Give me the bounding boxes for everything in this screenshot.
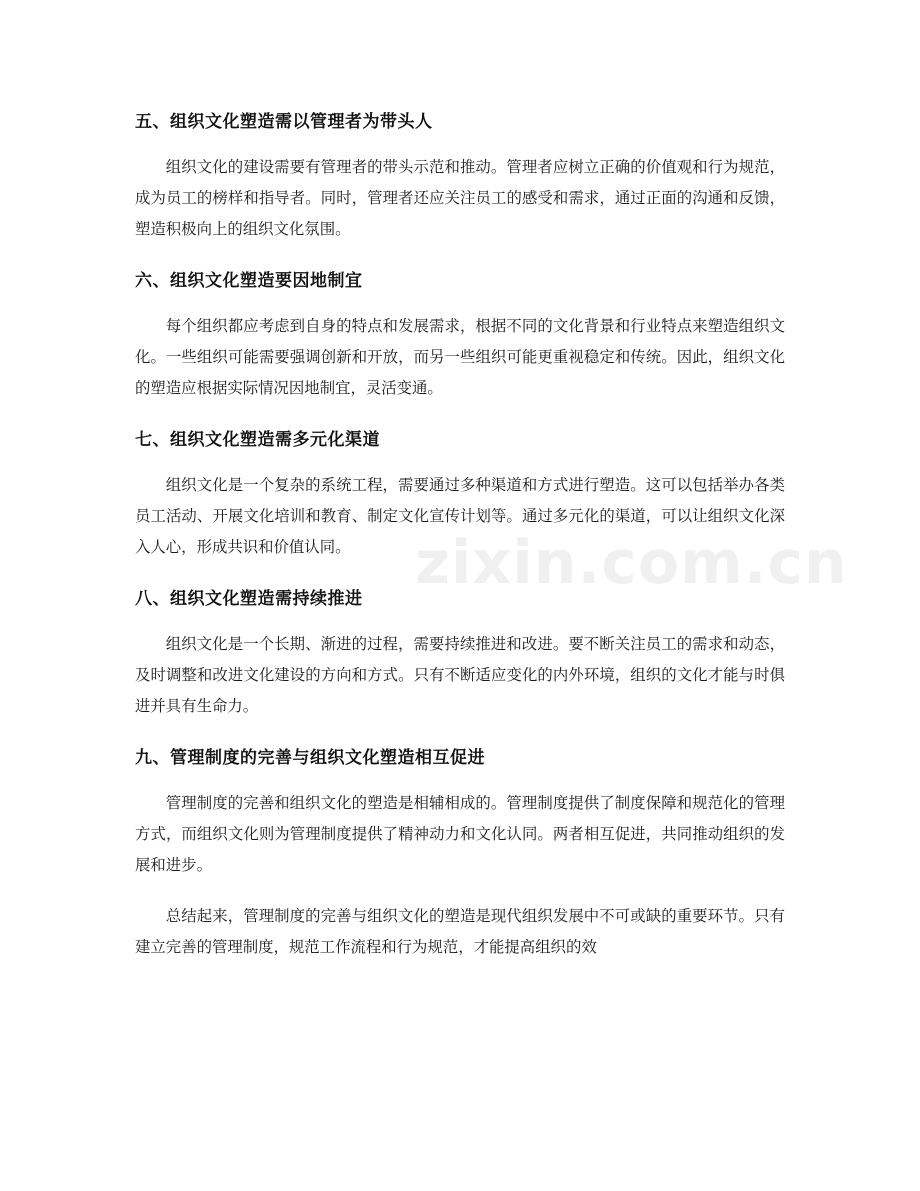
section-heading: 八、组织文化塑造需持续推进 [135,589,363,609]
section-paragraph: 组织文化是一个长期、渐进的过程，需要持续推进和改进。要不断关注员工的需求和动态，及时调整和改进文化建设的方向和方式。只有不断适应变化的内外环境，组织的文化才能与时俱进并具有生命力。 [135,635,785,715]
section-8 [135,583,785,722]
section-9 [135,742,785,881]
conclusion-paragraph: 总结起来，管理制度的完善与组织文化的塑造是现代组织发展中不可或缺的重要环节。只有建立完善的管理制度，规范工作流程和行为规范，才能提高组织的效 [135,907,785,956]
section-paragraph: 每个组织都应考虑到自身的特点和发展需求，根据不同的文化背景和行业特点来塑造组织文化。一些组织可能需要强调创新和开放，而另一些组织可能更重视稳定和传统。因此，组织文化的塑造应根据实际情况因地制宜，灵活变通。 [135,317,785,397]
section-heading: 九、管理制度的完善与组织文化塑造相互促进 [135,748,485,768]
section-paragraph: 组织文化是一个复杂的系统工程，需要通过多种渠道和方式进行塑造。这可以包括举办各类员工活动、开展文化培训和教育、制定文化宣传计划等。通过多元化的渠道，可以让组织文化深入人心，形成共识和价值认同。 [135,476,785,556]
section-paragraph: 管理制度的完善和组织文化的塑造是相辅相成的。管理制度提供了制度保障和规范化的管理方式，而组织文化则为管理制度提供了精神动力和文化认同。两者相互促进，共同推动组织的发展和进步。 [135,794,785,874]
document-content [135,106,785,983]
section-heading: 五、组织文化塑造需以管理者为带头人 [135,112,433,132]
section-5 [135,106,785,245]
section-heading: 七、组织文化塑造需多元化渠道 [135,430,380,450]
section-heading: 六、组织文化塑造要因地制宜 [135,271,363,291]
section-6 [135,265,785,404]
watermark: zixin.com.cn [415,528,848,598]
section-7 [135,424,785,563]
section-paragraph: 组织文化的建设需要有管理者的带头示范和推动。管理者应树立正确的价值观和行为规范，成为员工的榜样和指导者。同时，管理者还应关注员工的感受和需求，通过正面的沟通和反馈，塑造积极向上的组织文化氛围。 [135,158,785,238]
